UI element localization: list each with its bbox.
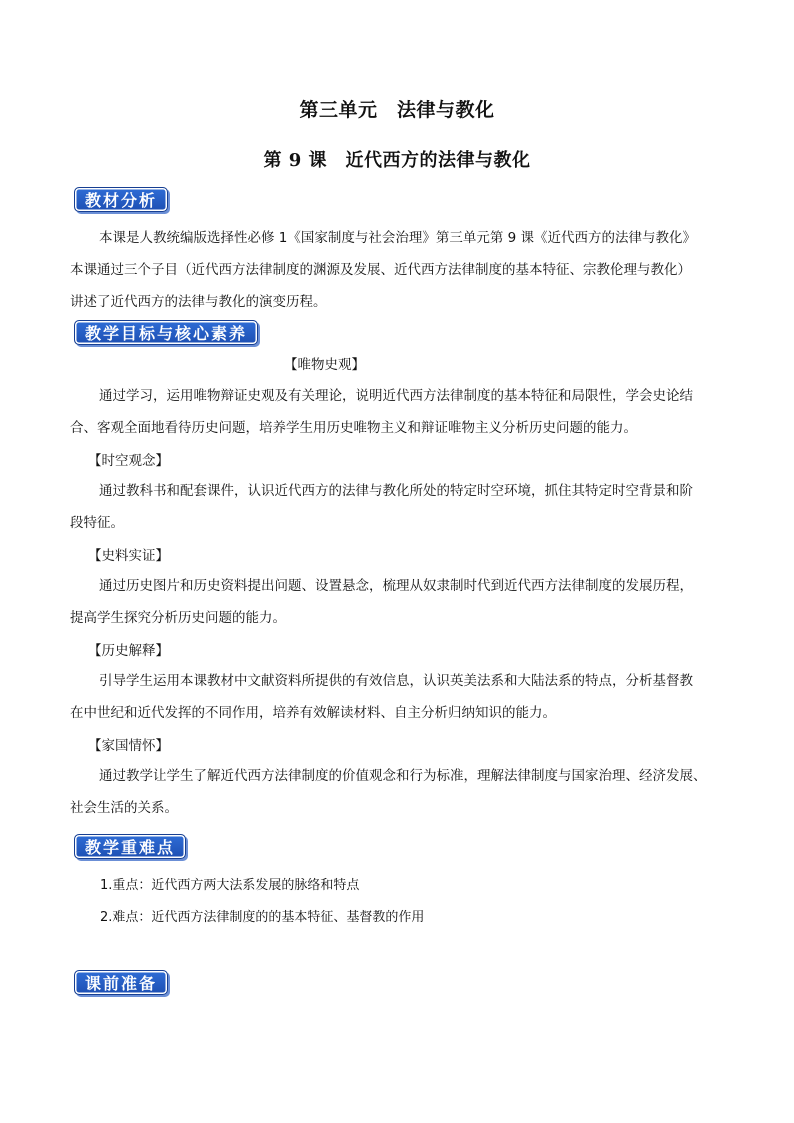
goals-heading-banner: 教学目标与核心素养 [74, 320, 258, 345]
goal-label-materialism: 【唯物史观】 [284, 357, 365, 373]
goal-line: 提高学生探究分析历史问题的能力。 [70, 610, 286, 626]
analysis-line: 讲述了近代西方的法律与教化的演变历程。 [70, 294, 327, 310]
goal-line: 通过学习，运用唯物辩证史观及有关理论，说明近代西方法律制度的基本特征和局限性，学会史论结 [99, 388, 693, 404]
analysis-line: 本课是人教统编版选择性必修 1《国家制度与社会治理》第三单元第 9 课《近代西方的法律与教化》 [99, 230, 697, 246]
goal-line: 社会生活的关系。 [70, 800, 178, 816]
goal-paragraph-evidence [70, 570, 724, 634]
prep-heading-banner: 课前准备 [74, 970, 168, 995]
goal-label-evidence: 【史料实证】 [88, 548, 169, 564]
goal-line: 通过历史图片和历史资料提出问题、设置悬念，梳理从奴隶制时代到近代西方法律制度的发展历程， [99, 578, 693, 594]
goal-line: 在中世纪和近代发挥的不同作用，培养有效解读材料、自主分析归纳知识的能力。 [70, 705, 556, 721]
goal-paragraph-interpretation [70, 665, 724, 729]
analysis-line: 本课通过三个子目（近代西方法律制度的渊源及发展、近代西方法律制度的基本特征、宗教伦理与教化） [70, 262, 691, 278]
goal-paragraph-spacetime [70, 475, 724, 539]
unit-title: 第三单元 法律与教化 [299, 99, 495, 121]
goal-paragraph-materialism [70, 380, 724, 444]
lesson-title: 第 9 课 近代西方的法律与教化 [263, 150, 531, 171]
goal-line: 合、客观全面地看待历史问题，培养学生用历史唯物主义和辩证唯物主义分析历史问题的能力。 [70, 420, 637, 436]
goal-paragraph-patriotism [70, 760, 724, 824]
keypoint-item: 1.重点：近代西方两大法系发展的脉络和特点 [100, 878, 360, 893]
goal-line: 引导学生运用本课教材中文献资料所提供的有效信息，认识英美法系和大陆法系的特点，分析基督教 [99, 673, 693, 689]
goal-line: 通过教科书和配套课件，认识近代西方的法律与教化所处的特定时空环境，抓住其特定时空背景和阶 [99, 483, 693, 499]
keypoint-item: 2.难点：近代西方法律制度的的基本特征、基督教的作用 [100, 910, 425, 925]
keypoints-heading-banner: 教学重难点 [74, 834, 186, 859]
analysis-heading-banner: 教材分析 [74, 187, 168, 212]
goal-line: 通过教学让学生了解近代西方法律制度的价值观念和行为标准，理解法律制度与国家治理、经济发展、 [99, 768, 707, 784]
analysis-paragraph [70, 222, 724, 318]
goal-label-interpretation: 【历史解释】 [88, 643, 169, 659]
goal-line: 段特征。 [70, 515, 124, 531]
goal-label-spacetime: 【时空观念】 [88, 453, 169, 469]
goal-label-patriotism: 【家国情怀】 [88, 738, 169, 754]
